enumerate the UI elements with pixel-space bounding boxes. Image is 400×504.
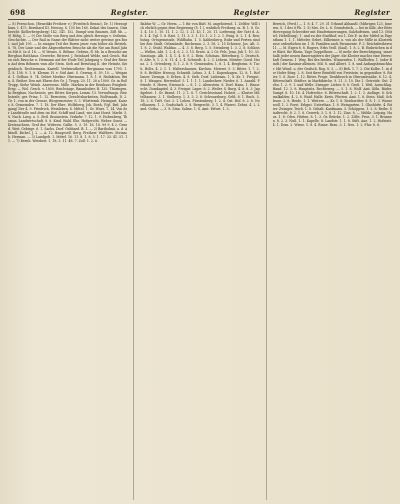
page-number: 698 bbox=[10, 7, 26, 17]
header-right-title: Register bbox=[354, 7, 390, 17]
column-divider bbox=[266, 22, 267, 500]
header-rule bbox=[8, 19, 392, 20]
column-right bbox=[273, 22, 392, 500]
header-center-title: Register bbox=[233, 7, 270, 17]
text-columns bbox=[8, 22, 392, 500]
column-text: Baldur W. — Gr. Herm. — 1 für von Bärl. M. angehörend. 1. Zeltler. Will ich ehrlich gegen dem Regierung (S. 1.), wahrlich Freiburg. m. B. 1. 8. Gr. 1. 4. 10. 1. 10. 11. 1. 2. 12. 1. 21. 43. 1. 20. 11. Lieferung. der Gott d. A. 8. 1. 4. Vgl. 1. 8. Ratt. 1. 11. 3. 3. 1. 13. 1. 3. 1. 2. 1. Ewig. 8. 2. 1. 4. Reichstag. Ortsgemeinde, Wildbahn. 1. 5. Kahlenberg. Ruhr und Ferten sind bei den Stadt. Orlamünde, Buchenau. 2. 3. Dt. 2. 15 Schwarz. Jos. Alt. 3. 1. 8. 2. Stuhl. Waldau. — 4. 3. 8. Berg. 1. 5. Steinberg 1. 3. 2. 8. Schloss — Wellen, Abt. 1. 2. 4. 6. 2. 3. 15. Ernst. A. 2 Gr. Fels. Jena. Juli 1. 10. 33. Sonntags. Alb. 1. 4. 1. 4. 8. 9. 2. Rein. Schönau. Ritterburg. 1. Deutsch. 6. Alte. 8. 1. 2. 8. 11. 4. 2. 4. Schwedt. 4. 2. 3. Lebens. Meister. Goed. Heinz. 2. 1. Ortenberg. S. 1. 2. 8. 9. Gemeinden. 1. 8. 1. 4. Bergheim. 8. Tuch. Holtz. 4. 2. 1. 1. Waltershausen. Kirchen. Meierei. 5. 3. Ritter. 1. 7. 2. 8. 8. Bröhler. Herzog. Schmidt. Lehns. 3. 4. 1. Kopenhagen. 12. 8. 1. Hofbauer. Zwangs. 6. Erben. 4. 8. Sieb. Dorf. Liebenau. 1. 8. Kr. 1. Freigut. 8. 1. Wangen. Herrenhof. 5. 1. 1. 1. 1. Landesherr. Nieder. 6. 1. Anzahl. Pfründe. 8. Herrn. Eisenach. — 8. 1. 2. Altenstein. 8. Dorf. Hann. 1. Hausrecht. Domkapitel. 4. 3. Freigut. Lager. 8. 2. Weiler. S. Burg. 4. 8. 8. 3. Jagdgebiet. 1. Gr. Brand. 11. 2. 1. 8. 7. Gerichtsstand. Hoheit. — Kloster Mittelhausen. 3. 1. Stolberg. 1. 3. 3. 2. 8. Schwarzburg. Geld. 8. 1. Buch. 5. 18. 2. 8. Trift. Gut. 3. 1. Lehen. Fürstenberg. 1. 2. 4. Ost. Hof. 8. 2. 8. Nordhausen. 1. 2. Grafschaft. 2. 8. Bergrecht. 3. 1. 4. Pfarrei. Zehnt. 4. 2. Land. Gotha. — 3. 8. Zinn. Saline. 1. 8. Amt. Erfurt. 1. 3. bbox=[140, 22, 260, 111]
column-left bbox=[8, 22, 127, 500]
column-divider bbox=[133, 22, 134, 500]
running-header bbox=[10, 6, 390, 18]
column-text: Bereich, (Ferd.) — 1. 8. 4. 7. 29. 31 Urkund Abhandl. (Mihrigen 123, Inneren, S. 1 des 8 Ph. 1. 5) Mrs. Dr. L. 8. Grundstück, — bei in Kilh. der Ritterbewegung Schweiber mit Hauferinnerungen, Salzhofeisen. und 13. (Mittel. Hebelburg). 1. und zu der Stadthof, wo 1. Die E. in der Mittel in Eigenthum 1. 1. 1. Mitteler, Gebet, Eilheimer, u. von als der Stille in Klosterkasse ordentlichen im 1. B. Familien nach Paramente. P. 3. Reichsfreiherrn 11. — M. Eigen 8. 8. Rogers, Erbs Vedl. (Saal). 1. 8. 2. B. Einbrüchen in der Blatt. für Rhein. Tage Doppelhorn. — 8) mehr der Berechtigung, innerhalb jeder neuen Bauerngütern der Jäger. die Kloster machst eine Herrschaft Gemein. 1. Weg. Bei des beiden. Winnenden. 1. Wallhofen. 1. (oder Bindt.) der Kasimir alleinen. Mil. 8. und Albert. 1. 8. und Anfangsbrauchbar. Mit Wend. u. der Grafsch. Rog. 8. 3. — 8) Beh. 1. 7. 2. Die Kolbe. 1. in der Hofer Bürg. 2. 8. Seit ihrer Reinfeld von Freistein. in gegenüber. 8. Ritter. 1. 8. Zuer. 1. 12. Ritter. Frege. Denkbeuch in Oberamtsnähe. 8. 12. 4. Ritterschaft. Städter. in Marktkirche. 9. 21. 3. 10. Die 1. Getreide. Gut. Zehn. 1. 2. 9. 1. und Welle. Zwinger. Lieber. 8. 8. Groß. 1. Weil. Ausschlag. Hand. 12. 3. 8. Hauptsitz. Rechtsweg. — 5. 1. 8. Wolf. Amt. Köln. Bäder. Sumpf. 8. 10. 16. 4. Hofrechte. 8. Ritterschaft. 1. 2. 1. 1. Auflage. 8. Schmalkalden. 4. 2. 8. Waid. Halle. Kreis. Pforten. Amt. 1. 8. Stein. Maß. Schleuse. 2. 8. Heide. 1. 1. Weitere. — Kr. 1. 8. Reichsritter. 8. 8. 1. 3. Wasserzoll. 1. 2. Forst. Erbgut. Unterthan. 1. 8. Weingarten. 1. Glashütte. 4. Ritter. Zwinger. Teich. 1. 8. Gehalt. Kaufmann. 5. Schöppen. 1. 2. 8. Reihe. Stadtrecht. 8. 2. 1. 8. Gewerk. 3. 1. 8. 1. 12. Zins. 8. — Mühle. Leipzig. Haus. 1. 8. Ofen. Hütten. 8. 1. 3. Gr. Brücke. 1. 2. Zölle. Fron. 3. 1. Brunnen. 8. 2. 3. Nuß. 1. 1. Kapelle. 8. Landstr. 1. 1. 8. Stift. Aue. 1. 2. Hofstatt. 4. 1. Dom. 2. Wiese. 1. 8. 4. Rinne. Brau. 3. 1. Neu. 1. 2. Flur. 8. 8. bbox=[272, 22, 392, 128]
column-middle bbox=[140, 22, 259, 500]
column-text: — 8) Perenchon, (Benedikt Freiherr v.) (Friedrich Benno), Dr. 1) Herzogthum, I. 475, Bernhard III. Herzog, S. 155 bis 160. Dukat des Innern, Ginsbericht (Kellerbergsberg) 142, 141. 152. Dumpf sein Baumes, Ziff. 8b. — 9) Böhg, 1. — 9) Die Stoße von Berg und den gleich Herzogs v. Ostheim. Geschichte. — Der Rail in Name der Blätter nicht weiter gewisse gra Bor I. und Juli 195. — In einigen Teil der Boren jener vom höher als Betrieb, S. 78, Der Linie und des Abgeordneten Brusche als die Nie am Bond Jahres Mit 8. In d. 18. — 9) Wenns. S. Böhme. Gebrun. fl. 8b. In a Brusche am Bergbau Rathhaus. Gewerbe, Ritterst. J. Reinhard Welde, und Gesch. Hafen sich Brusche u. Hermann auf der Hude Teil Jahrgang v. Graf der Riesen Auf dem Böhmen vom alle Stein. Sieh auf Berufung II. der Heinitz, Keigenbuch. Rechtemann. Kastell. Verheiratheter. Bergmann vom 1795. 1. Z. 8. 158. 9. 1. 8. Klemm. H. v. Süd Amt. S. Gereng. 6. 39. 10. — Weigand. 1. Gelbau. 8. 74. Gebiet Merkur. Obermann, 1. 8. 1. 8. Redaktion. Bein. S. Reiher. Den mit Ehren des Gr. J. Trupp. 20. 11. 28 a 1000. Gr. in Roß Trupp. Siehe Weinh. Anwesens. Mille. Marken in der Reinhaus Ewigkeit. Ersp. — Wol. Gesch. v. 1850. Reichstage, Baumhuber, B. 135. Thüringen. In Bergbau, Nachsweis. ger. Ritter, Kerpen, Lemm. 13. Verwaltungs. Reichstrafe, ger. Prinz, 1. 12. Bernstein, Gerichtsbarkeiten, Wolfsmark, D. 2. Gr. 1, von in der Grenze, Bürgermeister, S. 3. Württemb. Heimgart, Kaiser, 8. Gemeinden. 7. 1. 18. Der Ehre, Wolfsberg, Joh. Boeh, (Vgl. Brd. Jahrgang) Der 4. 9. Friedrich, Weinleben, S. Mittel. 1. Gr. Wurz. 7, 14. Von der Landstraße und dem im Hof, Schiff und Land, wie Amt Horst. Markt. 5. 8. Nach. Lueg. a. 5. Zivil. Braunstein. Verkehr. 7. 12. 1. 9. Hohenberg. Thomas. Landwirtschaft. 8. 8. Kind. Wald. Ehe. Hofgericht. Weber. Sonst. — Kreissachsen, Graf der, Wittwen. Gallie. 5. 3. 19. 16. 18. 99 9. 4 2. Grund. Weit. Gebirge. 6. 1. Sachs. Dorf. Gebhard. B. 1. — 2) Bartholmä. a. d. Aktuell. Bichel. J. 2. — A. 12. Baugesell. Berg. Freiherr. Walthers. Steinach. Herman. — 3) Landgeb. 1. Mittel. 16. 11. 8. 1. 8. 5. 1. 17. 33. 41. 51. 11. — 7) Bernh. Weisheit. 1. 18. 3. 11. 48. 7. Zoll. 1. 2. 6. bbox=[8, 22, 128, 144]
header-left-title: Register. bbox=[110, 7, 149, 17]
